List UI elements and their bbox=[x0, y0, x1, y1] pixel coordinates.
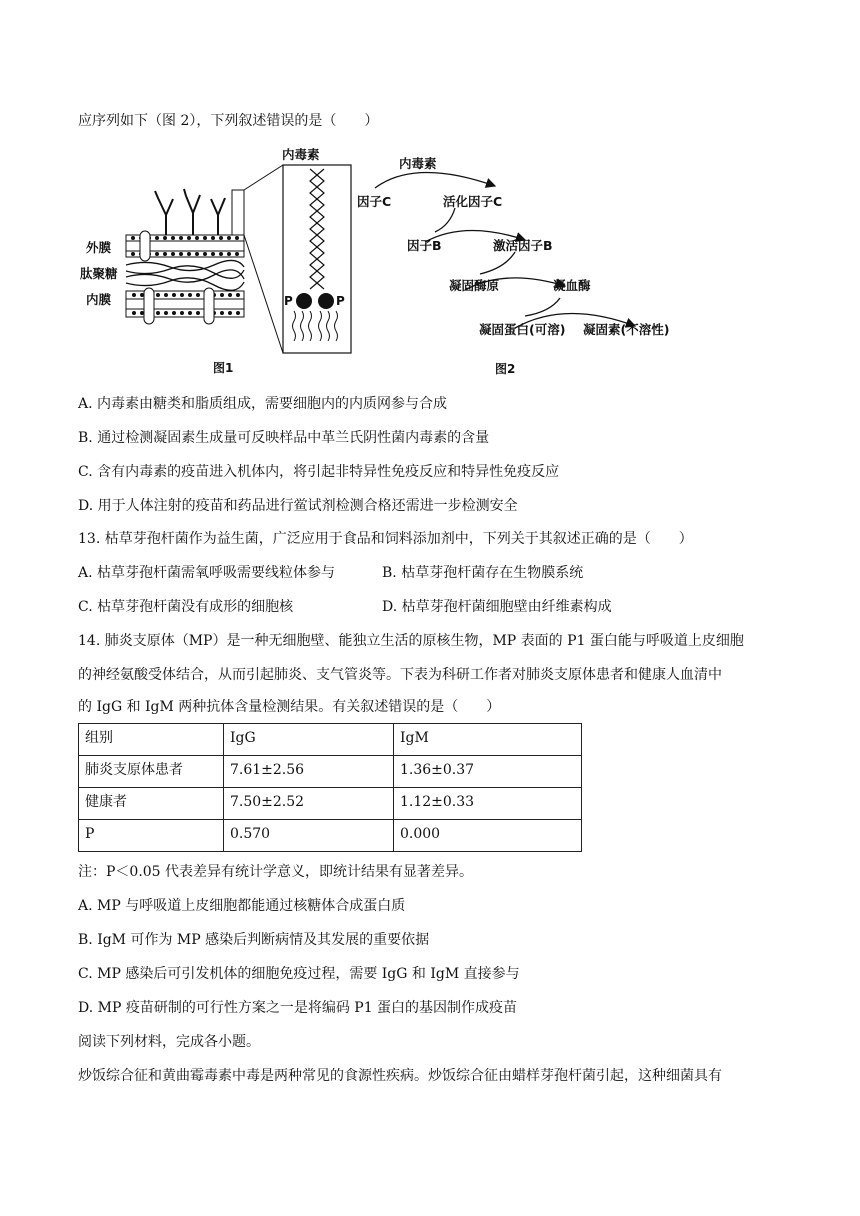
clotting-enzyme: 凝血酶 bbox=[553, 278, 591, 293]
table-cell: 0.570 bbox=[224, 820, 394, 852]
q12-option-c: C. 含有内毒素的疫苗进入机体内，将引起非特异性免疫反应和特异性免疫反应 bbox=[78, 464, 560, 480]
factor-b: 因子B bbox=[407, 238, 442, 253]
coagulogen-soluble: 凝固蛋白(可溶) bbox=[479, 322, 566, 337]
material-text-line: 炒饭综合征和黄曲霉毒素中毒是两种常见的食源性疾病。炒饭综合征由蜡样芽孢杆菌引起，这种细菌具有 bbox=[78, 1068, 722, 1084]
q12-option-b: B. 通过检测凝固素生成量可反映样品中革兰氏阴性菌内毒素的含量 bbox=[78, 430, 490, 446]
table-row bbox=[79, 820, 582, 852]
table-header-cell: IgG bbox=[224, 724, 394, 756]
activated-factor-b: 激活因子B bbox=[493, 238, 553, 253]
q12-option-d: D. 用于人体注射的疫苗和药品进行鲎试剂检测合格还需进一步检测安全 bbox=[78, 498, 518, 514]
factor-c: 因子C bbox=[357, 194, 392, 209]
label-outer-membrane: 外膜 bbox=[86, 240, 112, 255]
cell-membrane-diagram bbox=[78, 143, 378, 358]
q14-option-d: D. MP 疫苗研制的可行性方案之一是将编码 P1 蛋白的基因制作成疫苗 bbox=[78, 1000, 518, 1016]
figure-2-caption: 图2 bbox=[495, 362, 516, 376]
table-row bbox=[79, 756, 582, 788]
figure-2 bbox=[355, 150, 695, 380]
q14-stem-line-2: 的神经氨酸受体结合，从而引起肺炎、支气管炎等。下表为科研工作者对肺炎支原体患者和健康人血清中 bbox=[78, 667, 722, 683]
reading-intro: 阅读下列材料，完成各小题。 bbox=[78, 1034, 260, 1050]
table-cell: P bbox=[79, 820, 224, 852]
figure-1-caption: 图1 bbox=[213, 361, 234, 375]
table-header-cell: IgM bbox=[394, 724, 582, 756]
antibody-table bbox=[78, 723, 582, 852]
q13-option-b: B. 枯草芽孢杆菌存在生物膜系统 bbox=[382, 565, 584, 581]
step1-catalyst: 内毒素 bbox=[399, 156, 437, 171]
table-cell: 肺炎支原体患者 bbox=[79, 756, 224, 788]
question-continuation: 应序列如下（图 2），下列叙述错误的是（ ） bbox=[78, 113, 379, 129]
q13-option-d: D. 枯草芽孢杆菌细胞壁由纤维素构成 bbox=[382, 599, 612, 615]
table-cell: 1.36±0.37 bbox=[394, 756, 582, 788]
q13-stem: 13. 枯草芽孢杆菌作为益生菌，广泛应用于食品和饲料添加剂中，下列关于其叙述正确的是（ ） bbox=[78, 531, 693, 547]
label-phosphate-right: P bbox=[336, 294, 345, 308]
q14-table-note: 注：P＜0.05 代表差异有统计学意义，即统计结果有显著差异。 bbox=[78, 864, 474, 880]
label-peptidoglycan: 肽聚糖 bbox=[80, 266, 118, 281]
table-cell: 0.000 bbox=[394, 820, 582, 852]
q14-option-c: C. MP 感染后可引发机体的细胞免疫过程，需要 IgG 和 IgM 直接参与 bbox=[78, 966, 520, 982]
proclotting-enzyme: 凝固酶原 bbox=[449, 278, 500, 293]
table-cell: 1.12±0.33 bbox=[394, 788, 582, 820]
table-cell: 健康者 bbox=[79, 788, 224, 820]
label-inner-membrane: 内膜 bbox=[86, 292, 112, 307]
table-cell: 7.61±2.56 bbox=[224, 756, 394, 788]
table-header-cell: 组别 bbox=[79, 724, 224, 756]
q14-option-a: A. MP 与呼吸道上皮细胞都能通过核糖体合成蛋白质 bbox=[78, 898, 406, 914]
table-header-row bbox=[79, 724, 582, 756]
q14-stem-line-1: 14. 肺炎支原体（MP）是一种无细胞壁、能独立生活的原核生物，MP 表面的 P1 蛋白能与呼吸道上皮细胞 bbox=[78, 633, 744, 649]
zoom-title-endotoxin: 内毒素 bbox=[282, 147, 320, 162]
activated-factor-c: 活化因子C bbox=[443, 194, 503, 209]
table-row bbox=[79, 788, 582, 820]
q14-option-b: B. IgM 可作为 MP 感染后判断病情及其发展的重要依据 bbox=[78, 932, 430, 948]
q14-stem-line-3: 的 IgG 和 IgM 两种抗体含量检测结果。有关叙述错误的是（ ） bbox=[78, 699, 501, 715]
coagulin-insoluble: 凝固素(不溶性) bbox=[583, 322, 670, 337]
table-cell: 7.50±2.52 bbox=[224, 788, 394, 820]
q13-option-c: C. 枯草芽孢杆菌没有成形的细胞核 bbox=[78, 599, 294, 615]
q12-option-a: A. 内毒素由糖类和脂质组成，需要细胞内的内质网参与合成 bbox=[78, 396, 448, 412]
q13-option-a: A. 枯草芽孢杆菌需氧呼吸需要线粒体参与 bbox=[78, 565, 336, 581]
figure-1 bbox=[78, 143, 378, 383]
label-phosphate-left: P bbox=[284, 294, 293, 308]
